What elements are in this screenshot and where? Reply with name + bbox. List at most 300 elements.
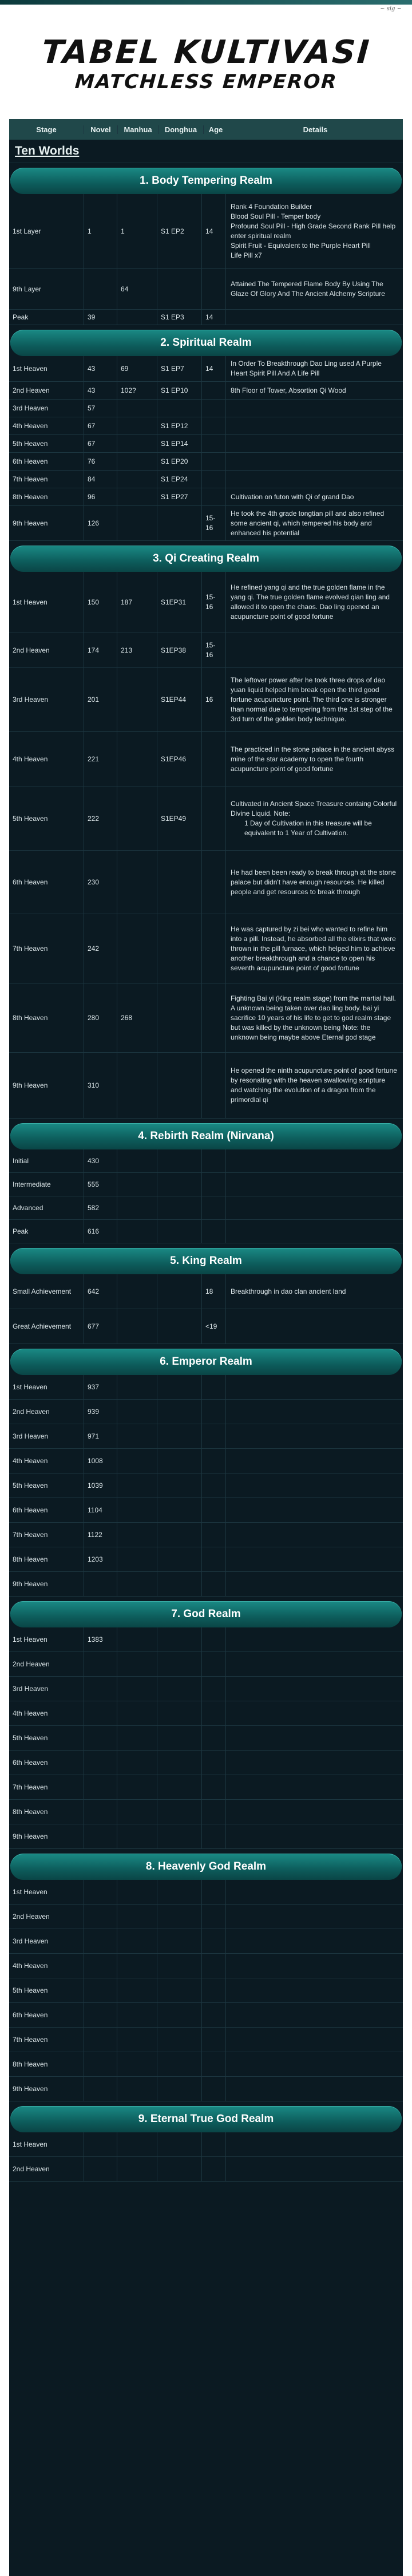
cell-donghua: S1 EP2 <box>157 194 201 268</box>
cell-novel: 310 <box>84 1053 117 1118</box>
cell-stage: 8th Heaven <box>13 1013 48 1022</box>
table-row <box>9 1274 403 1309</box>
cell-age <box>201 1547 225 1571</box>
table-row <box>9 1800 403 1824</box>
details-text: Cultivation on futon with Qi of grand Dao <box>231 492 354 501</box>
cell-details <box>225 2052 403 2076</box>
cell-stage: 3rd Heaven <box>13 404 49 412</box>
cell-details <box>225 787 403 850</box>
table-row <box>9 453 403 471</box>
cell-details <box>225 1053 403 1118</box>
cell-donghua: S1 EP12 <box>157 417 201 434</box>
table-row <box>9 1400 403 1424</box>
cell-details <box>225 1449 403 1473</box>
cell-age: 14 <box>201 356 225 381</box>
cell-manhua <box>117 1375 157 1399</box>
cell-details <box>225 1173 403 1196</box>
cell-novel <box>84 2028 117 2052</box>
cell-donghua: S1EP44 <box>157 668 201 731</box>
col-novel: Novel <box>84 125 117 134</box>
cell-donghua <box>157 2052 201 2076</box>
cell-manhua <box>117 1775 157 1799</box>
table-row <box>9 1905 403 1929</box>
cell-stage: 4th Heaven <box>13 1709 48 1717</box>
cell-details <box>225 1547 403 1571</box>
cell-donghua <box>157 1954 201 1978</box>
table-row <box>9 1196 403 1220</box>
cell-age <box>201 1424 225 1448</box>
cell-stage: 6th Heaven <box>13 2010 48 2019</box>
table-row <box>9 1775 403 1800</box>
cell-stage: 6th Heaven <box>13 1758 48 1767</box>
table-row <box>9 1053 403 1119</box>
cell-novel: 222 <box>84 787 117 850</box>
cell-age <box>201 435 225 452</box>
cell-donghua <box>157 1800 201 1824</box>
cell-stage: 7th Heaven <box>13 1783 48 1791</box>
cell-novel <box>84 1751 117 1775</box>
cell-details <box>225 1775 403 1799</box>
cell-stage: 6th Heaven <box>13 457 48 465</box>
cell-stage: 7th Heaven <box>13 944 48 953</box>
cell-age <box>201 1473 225 1498</box>
cell-manhua <box>117 1627 157 1652</box>
cell-donghua <box>157 2028 201 2052</box>
cell-manhua <box>117 1473 157 1498</box>
cell-stage: Intermediate <box>13 1180 51 1188</box>
cell-novel: 150 <box>84 572 117 633</box>
cell-age <box>201 453 225 470</box>
cell-details <box>225 1220 403 1243</box>
cell-donghua <box>157 2132 201 2156</box>
cell-novel <box>84 1677 117 1701</box>
cell-donghua <box>157 1978 201 2002</box>
cell-stage: 1st Layer <box>13 227 41 235</box>
cell-novel: 84 <box>84 471 117 488</box>
table-row <box>9 1547 403 1572</box>
cell-details <box>225 1196 403 1219</box>
cell-stage: 1st Heaven <box>13 2140 47 2148</box>
realm-heading: 9. Eternal True God Realm <box>10 2106 402 2132</box>
cell-age <box>201 1652 225 1676</box>
col-details: Details <box>303 125 328 134</box>
cell-age <box>201 2077 225 2101</box>
cell-donghua <box>157 1726 201 1750</box>
cell-details <box>225 983 403 1052</box>
cell-age <box>201 1053 225 1118</box>
cell-manhua <box>117 732 157 787</box>
cell-novel: 43 <box>84 356 117 381</box>
cell-age <box>201 1775 225 1799</box>
cell-novel: 642 <box>84 1274 117 1309</box>
cell-stage: 4th Heaven <box>13 1961 48 1970</box>
cell-details <box>225 453 403 470</box>
cell-details <box>225 1824 403 1848</box>
table-row <box>9 471 403 488</box>
cell-manhua <box>117 2003 157 2027</box>
cell-stage: Peak <box>13 313 29 321</box>
cell-donghua <box>157 1196 201 1219</box>
cell-novel: 230 <box>84 851 117 914</box>
cell-novel <box>84 2157 117 2181</box>
cell-donghua <box>157 1824 201 1848</box>
cell-details <box>225 1627 403 1652</box>
cell-stage: 7th Heaven <box>13 2035 48 2044</box>
cell-stage: Advanced <box>13 1203 43 1212</box>
realm-section <box>9 546 403 1119</box>
cell-novel: 67 <box>84 417 117 434</box>
col-age: Age <box>203 125 228 134</box>
cell-age <box>201 1880 225 1904</box>
cell-novel: 96 <box>84 488 117 505</box>
cell-age <box>201 2003 225 2027</box>
cell-details <box>225 2157 403 2181</box>
cell-donghua <box>157 1473 201 1498</box>
cell-age <box>201 1498 225 1522</box>
cell-manhua: 102? <box>117 382 157 399</box>
table-row <box>9 572 403 633</box>
cell-novel <box>84 1800 117 1824</box>
cell-details <box>225 1498 403 1522</box>
cell-novel: 280 <box>84 983 117 1052</box>
cell-stage: 4th Heaven <box>13 421 48 430</box>
cell-manhua <box>117 1424 157 1448</box>
cell-age <box>201 1954 225 1978</box>
cell-stage: 1st Heaven <box>13 1887 47 1896</box>
cell-details <box>225 1149 403 1172</box>
cell-donghua <box>157 1173 201 1196</box>
cell-novel: 971 <box>84 1424 117 1448</box>
table-row <box>9 1498 403 1523</box>
table-row <box>9 914 403 983</box>
cell-manhua <box>117 1954 157 1978</box>
cell-stage: 2nd Heaven <box>13 1407 50 1416</box>
cell-stage: Great Achievement <box>13 1322 72 1330</box>
cell-manhua: 69 <box>117 356 157 381</box>
cell-age: 16 <box>201 668 225 731</box>
table-row <box>9 787 403 851</box>
details-text: He was captured by zi bei who wanted to refine him into a pill. Instead, he absorbed all the elixirs that were thrown in the pill furnace, which helped him to achieve another breakthrough and a chance to open his seventh acupuncture point of good fortune <box>231 924 396 972</box>
table-row <box>9 1751 403 1775</box>
cell-donghua: S1EP31 <box>157 572 201 633</box>
world-link[interactable]: Ten Worlds <box>15 144 80 157</box>
cell-age <box>201 851 225 914</box>
cell-details <box>225 435 403 452</box>
realm-heading: 7. God Realm <box>10 1601 402 1627</box>
details-text: 8th Floor of Tower, Absortion Qi Wood <box>231 386 346 394</box>
top-banner-strip <box>0 0 412 5</box>
cell-age <box>201 787 225 850</box>
cell-age <box>201 1196 225 1219</box>
cell-donghua: S1 EP14 <box>157 435 201 452</box>
table-row <box>9 506 403 541</box>
cell-stage: 9th Heaven <box>13 1579 48 1588</box>
col-donghua: Donghua <box>158 125 203 134</box>
cell-age <box>201 732 225 787</box>
cell-details <box>225 488 403 505</box>
realm-section <box>9 1349 403 1597</box>
cell-novel <box>84 269 117 309</box>
cell-donghua: S1EP38 <box>157 633 201 667</box>
cell-novel: 57 <box>84 400 117 417</box>
table-row <box>9 1726 403 1751</box>
table-row <box>9 1309 403 1344</box>
cell-donghua: S1 EP3 <box>157 310 201 325</box>
details-text: Rank 4 Foundation Builder Blood Soul Pill - Temper body Profound Soul Pill - High Grade Second Rank Pill help enter spiritual realm Spirit Fruit - Equivalent to the Purple Heart Pill Life Pill x7 <box>231 203 396 259</box>
cell-details <box>225 2132 403 2156</box>
table-row <box>9 1149 403 1173</box>
table-row <box>9 1824 403 1849</box>
realm-section <box>9 2106 403 2182</box>
cell-manhua <box>117 1905 157 1929</box>
cell-donghua: S1EP46 <box>157 732 201 787</box>
cell-stage: 6th Heaven <box>13 1506 48 1514</box>
table-row <box>9 488 403 506</box>
cell-details <box>225 633 403 667</box>
details-text: The practiced in the stone palace in the ancient abyss mine of the star academy to open the fourth acupuncture point of good fortune <box>231 745 395 773</box>
cell-manhua <box>117 400 157 417</box>
table-row <box>9 1572 403 1597</box>
cell-stage: 7th Heaven <box>13 475 48 483</box>
cell-details <box>225 572 403 633</box>
cell-donghua <box>157 269 201 309</box>
table-row <box>9 2003 403 2028</box>
table-row <box>9 269 403 310</box>
cell-manhua <box>117 1053 157 1118</box>
cell-donghua <box>157 1775 201 1799</box>
table-row <box>9 435 403 453</box>
table-row <box>9 2077 403 2101</box>
cell-novel: 201 <box>84 668 117 731</box>
page-subtitle: MATCHLESS EMPEROR <box>74 70 338 93</box>
cell-stage: 9th Layer <box>13 285 42 293</box>
cell-stage: 5th Heaven <box>13 1733 48 1742</box>
cell-stage: 9th Heaven <box>13 2084 48 2093</box>
table-row <box>9 2132 403 2157</box>
realm-section <box>9 168 403 325</box>
cell-stage: 7th Heaven <box>13 1530 48 1539</box>
table-row <box>9 732 403 787</box>
cell-age <box>201 1751 225 1775</box>
realm-heading: 6. Emperor Realm <box>10 1349 402 1375</box>
realm-heading: 2. Spiritual Realm <box>10 330 402 356</box>
cell-stage: 8th Heaven <box>13 2060 48 2068</box>
cell-manhua <box>117 1978 157 2002</box>
details-text: He opened the ninth acupuncture point of good fortune by resonating with the heaven swallowing scripture and watching the evolution of a dragon from the primordial qi <box>231 1066 397 1104</box>
cell-age <box>201 1149 225 1172</box>
cell-manhua <box>117 435 157 452</box>
realm-section <box>9 1123 403 1243</box>
cell-donghua <box>157 914 201 983</box>
cell-details <box>225 1473 403 1498</box>
cell-stage: 1st Heaven <box>13 364 47 373</box>
cell-age <box>201 1978 225 2002</box>
cell-details <box>225 1929 403 1953</box>
cell-donghua <box>157 2003 201 2027</box>
cell-stage: 5th Heaven <box>13 439 48 448</box>
cell-donghua <box>157 1149 201 1172</box>
cell-donghua: S1 EP7 <box>157 356 201 381</box>
table-row <box>9 1880 403 1905</box>
cell-manhua <box>117 310 157 325</box>
cell-details <box>225 382 403 399</box>
cell-age: 18 <box>201 1274 225 1309</box>
table-row <box>9 194 403 269</box>
table-row <box>9 356 403 382</box>
cell-stage: 8th Heaven <box>13 1555 48 1563</box>
cell-donghua <box>157 1309 201 1344</box>
cell-manhua <box>117 1929 157 1953</box>
details-text: He had been been ready to break through at the stone palace but didn't have enough resources. He killed people and get resources to break through <box>231 868 396 896</box>
cell-manhua <box>117 1220 157 1243</box>
cell-donghua <box>157 2157 201 2181</box>
cell-details <box>225 356 403 381</box>
cell-manhua <box>117 1652 157 1676</box>
cell-novel: 616 <box>84 1220 117 1243</box>
cell-stage: 2nd Heaven <box>13 646 50 654</box>
cell-age <box>201 1929 225 1953</box>
cell-manhua <box>117 453 157 470</box>
cell-age <box>201 1800 225 1824</box>
table-row <box>9 1677 403 1701</box>
cell-stage: 9th Heaven <box>13 519 48 527</box>
cell-novel <box>84 1652 117 1676</box>
details-text: Fighting Bai yi (King realm stage) from the martial hall. A unknown being taken over dao ling body. bai yi sacrifice 10 years of his life to get to god realm stage but was killed by the unknown being Note: the unknown being maybe above Eternal god stage <box>231 994 396 1041</box>
cell-age <box>201 2132 225 2156</box>
details-note: 1 Day of Cultivation in this treasure will be equivalent to 1 Year of Cultivation. <box>244 819 372 837</box>
cell-manhua <box>117 2077 157 2101</box>
cell-manhua <box>117 1274 157 1309</box>
cell-novel: 67 <box>84 435 117 452</box>
cell-novel <box>84 1701 117 1725</box>
cell-novel <box>84 2003 117 2027</box>
cell-manhua: 64 <box>117 269 157 309</box>
cell-manhua <box>117 471 157 488</box>
table-row <box>9 1424 403 1449</box>
cell-stage: Initial <box>13 1156 29 1165</box>
cell-age <box>201 1824 225 1848</box>
cell-details <box>225 1309 403 1344</box>
cell-details <box>225 2003 403 2027</box>
cell-manhua <box>117 1523 157 1547</box>
cell-novel: 555 <box>84 1173 117 1196</box>
cell-manhua <box>117 1309 157 1344</box>
cell-donghua <box>157 1652 201 1676</box>
cell-novel <box>84 2077 117 2101</box>
cell-age: 15-16 <box>201 633 225 667</box>
table-row <box>9 310 403 325</box>
cell-details <box>225 1274 403 1309</box>
cell-donghua <box>157 1220 201 1243</box>
cell-novel <box>84 1775 117 1799</box>
cell-manhua <box>117 851 157 914</box>
cell-manhua <box>117 2157 157 2181</box>
table-row <box>9 668 403 732</box>
cell-age: 15-16 <box>201 506 225 540</box>
cell-novel: 1383 <box>84 1627 117 1652</box>
cell-manhua <box>117 1726 157 1750</box>
table-row <box>9 983 403 1053</box>
cell-novel: 430 <box>84 1149 117 1172</box>
cell-age <box>201 417 225 434</box>
cell-stage: 2nd Heaven <box>13 1660 50 1668</box>
cell-details <box>225 1905 403 1929</box>
cell-manhua <box>117 506 157 540</box>
cell-age <box>201 983 225 1052</box>
cell-age <box>201 269 225 309</box>
cell-donghua <box>157 506 201 540</box>
cell-details <box>225 1677 403 1701</box>
table-row <box>9 1449 403 1473</box>
cell-manhua <box>117 1800 157 1824</box>
cell-manhua <box>117 2132 157 2156</box>
cell-novel: 1122 <box>84 1523 117 1547</box>
cell-age <box>201 1701 225 1725</box>
cell-manhua <box>117 417 157 434</box>
cell-details <box>225 668 403 731</box>
cell-novel <box>84 2052 117 2076</box>
cell-age <box>201 1375 225 1399</box>
realm-heading: 4. Rebirth Realm (Nirvana) <box>10 1123 402 1149</box>
cell-donghua <box>157 1677 201 1701</box>
cell-novel: 221 <box>84 732 117 787</box>
cell-novel: 937 <box>84 1375 117 1399</box>
cell-stage: 3rd Heaven <box>13 1684 49 1693</box>
cell-details <box>225 1751 403 1775</box>
cell-donghua: S1 EP10 <box>157 382 201 399</box>
cell-details <box>225 732 403 787</box>
cell-donghua <box>157 1905 201 1929</box>
cell-manhua <box>117 1572 157 1596</box>
cell-donghua: S1EP49 <box>157 787 201 850</box>
cell-age: 14 <box>201 194 225 268</box>
cell-details <box>225 1400 403 1424</box>
cell-donghua <box>157 1400 201 1424</box>
cell-novel: 1203 <box>84 1547 117 1571</box>
cell-details <box>225 506 403 540</box>
cell-donghua <box>157 1751 201 1775</box>
cell-manhua: 187 <box>117 572 157 633</box>
cell-age <box>201 1400 225 1424</box>
cell-manhua <box>117 1751 157 1775</box>
cell-donghua <box>157 1547 201 1571</box>
cell-donghua <box>157 1424 201 1448</box>
cell-novel <box>84 1954 117 1978</box>
cell-manhua: 268 <box>117 983 157 1052</box>
cell-donghua <box>157 1880 201 1904</box>
realm-section <box>9 1601 403 1849</box>
cell-details <box>225 417 403 434</box>
cell-details <box>225 1701 403 1725</box>
table-row <box>9 1929 403 1954</box>
world-heading[interactable] <box>9 140 403 163</box>
cell-donghua <box>157 1572 201 1596</box>
cell-stage: 3rd Heaven <box>13 1937 49 1945</box>
cell-donghua <box>157 1498 201 1522</box>
cell-manhua <box>117 668 157 731</box>
cell-novel <box>84 1978 117 2002</box>
cell-details <box>225 471 403 488</box>
cell-novel: 1104 <box>84 1498 117 1522</box>
cell-stage: 8th Heaven <box>13 492 48 501</box>
cell-stage: Peak <box>13 1227 29 1235</box>
cell-manhua: 1 <box>117 194 157 268</box>
cell-manhua <box>117 1498 157 1522</box>
cell-age <box>201 1220 225 1243</box>
cell-details <box>225 1424 403 1448</box>
cell-details <box>225 1800 403 1824</box>
table-row <box>9 417 403 435</box>
